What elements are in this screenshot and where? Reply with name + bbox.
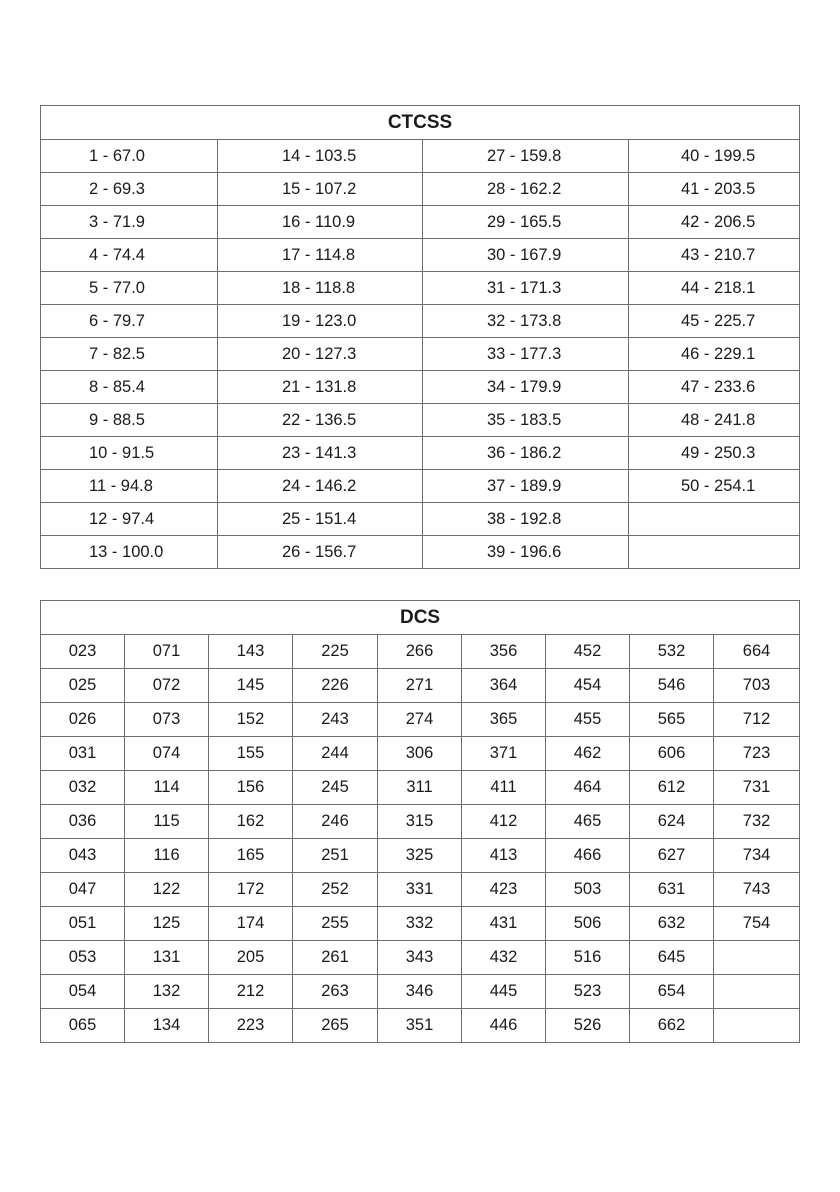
ctcss-tone-cell xyxy=(629,536,800,569)
dcs-code-cell: 423 xyxy=(462,873,546,907)
ctcss-tone-cell: 21 - 131.8 xyxy=(218,371,423,404)
dcs-code-cell: 032 xyxy=(41,771,125,805)
ctcss-tone-cell: 38 - 192.8 xyxy=(423,503,629,536)
ctcss-row xyxy=(41,140,800,173)
dcs-code-cell: 152 xyxy=(209,703,293,737)
dcs-code-cell: 464 xyxy=(546,771,630,805)
dcs-code-cell: 252 xyxy=(293,873,378,907)
dcs-code-cell: 265 xyxy=(293,1009,378,1043)
dcs-code-cell: 732 xyxy=(714,805,800,839)
dcs-code-cell xyxy=(714,941,800,975)
ctcss-tone-cell: 36 - 186.2 xyxy=(423,437,629,470)
dcs-code-cell: 251 xyxy=(293,839,378,873)
dcs-code-cell: 165 xyxy=(209,839,293,873)
ctcss-tone-cell: 5 - 77.0 xyxy=(41,272,218,305)
ctcss-tone-cell: 48 - 241.8 xyxy=(629,404,800,437)
dcs-code-cell: 174 xyxy=(209,907,293,941)
ctcss-tone-cell: 24 - 146.2 xyxy=(218,470,423,503)
dcs-code-cell: 523 xyxy=(546,975,630,1009)
ctcss-row xyxy=(41,206,800,239)
dcs-code-cell: 054 xyxy=(41,975,125,1009)
dcs-code-cell: 172 xyxy=(209,873,293,907)
dcs-code-cell: 411 xyxy=(462,771,546,805)
ctcss-tone-cell: 25 - 151.4 xyxy=(218,503,423,536)
dcs-code-cell: 131 xyxy=(125,941,209,975)
dcs-code-cell: 413 xyxy=(462,839,546,873)
ctcss-tone-cell: 26 - 156.7 xyxy=(218,536,423,569)
dcs-code-cell: 031 xyxy=(41,737,125,771)
dcs-code-cell: 125 xyxy=(125,907,209,941)
ctcss-tone-cell: 29 - 165.5 xyxy=(423,206,629,239)
dcs-code-cell: 051 xyxy=(41,907,125,941)
ctcss-tone-cell: 33 - 177.3 xyxy=(423,338,629,371)
dcs-code-cell: 065 xyxy=(41,1009,125,1043)
dcs-row xyxy=(41,635,800,669)
dcs-body xyxy=(41,635,800,1043)
dcs-code-cell: 244 xyxy=(293,737,378,771)
ctcss-tone-cell: 14 - 103.5 xyxy=(218,140,423,173)
dcs-code-cell: 026 xyxy=(41,703,125,737)
dcs-code-cell: 255 xyxy=(293,907,378,941)
dcs-code-cell: 023 xyxy=(41,635,125,669)
ctcss-header-row xyxy=(41,106,800,140)
ctcss-tone-cell: 17 - 114.8 xyxy=(218,239,423,272)
ctcss-tone-cell: 40 - 199.5 xyxy=(629,140,800,173)
dcs-code-cell: 462 xyxy=(546,737,630,771)
ctcss-tone-cell: 43 - 210.7 xyxy=(629,239,800,272)
dcs-code-cell: 365 xyxy=(462,703,546,737)
dcs-code-cell: 445 xyxy=(462,975,546,1009)
ctcss-tone-cell: 4 - 74.4 xyxy=(41,239,218,272)
dcs-code-cell: 155 xyxy=(209,737,293,771)
dcs-code-cell: 226 xyxy=(293,669,378,703)
dcs-code-cell: 162 xyxy=(209,805,293,839)
dcs-code-cell: 723 xyxy=(714,737,800,771)
dcs-row xyxy=(41,1009,800,1043)
ctcss-tone-cell: 34 - 179.9 xyxy=(423,371,629,404)
dcs-code-cell: 143 xyxy=(209,635,293,669)
dcs-code-cell: 452 xyxy=(546,635,630,669)
ctcss-row xyxy=(41,470,800,503)
dcs-code-cell: 351 xyxy=(378,1009,462,1043)
ctcss-title: CTCSS xyxy=(41,106,800,140)
dcs-table xyxy=(40,600,800,1043)
ctcss-tone-cell: 37 - 189.9 xyxy=(423,470,629,503)
dcs-code-cell: 114 xyxy=(125,771,209,805)
dcs-row xyxy=(41,941,800,975)
dcs-code-cell: 662 xyxy=(630,1009,714,1043)
dcs-code-cell: 205 xyxy=(209,941,293,975)
ctcss-tone-cell xyxy=(629,503,800,536)
ctcss-table xyxy=(40,105,800,569)
dcs-code-cell: 632 xyxy=(630,907,714,941)
ctcss-row xyxy=(41,305,800,338)
dcs-code-cell: 356 xyxy=(462,635,546,669)
ctcss-tone-cell: 46 - 229.1 xyxy=(629,338,800,371)
dcs-code-cell: 145 xyxy=(209,669,293,703)
dcs-code-cell: 072 xyxy=(125,669,209,703)
dcs-row xyxy=(41,669,800,703)
dcs-code-cell: 627 xyxy=(630,839,714,873)
ctcss-tone-cell: 31 - 171.3 xyxy=(423,272,629,305)
dcs-code-cell: 645 xyxy=(630,941,714,975)
dcs-code-cell: 412 xyxy=(462,805,546,839)
ctcss-tone-cell: 15 - 107.2 xyxy=(218,173,423,206)
dcs-code-cell: 455 xyxy=(546,703,630,737)
dcs-code-cell: 225 xyxy=(293,635,378,669)
ctcss-tone-cell: 27 - 159.8 xyxy=(423,140,629,173)
ctcss-tone-cell: 23 - 141.3 xyxy=(218,437,423,470)
ctcss-tone-cell: 8 - 85.4 xyxy=(41,371,218,404)
dcs-code-cell: 466 xyxy=(546,839,630,873)
dcs-row xyxy=(41,805,800,839)
ctcss-tone-cell: 13 - 100.0 xyxy=(41,536,218,569)
ctcss-row xyxy=(41,536,800,569)
dcs-row xyxy=(41,703,800,737)
dcs-code-cell: 565 xyxy=(630,703,714,737)
ctcss-row xyxy=(41,371,800,404)
ctcss-body xyxy=(41,140,800,569)
ctcss-tone-cell: 10 - 91.5 xyxy=(41,437,218,470)
dcs-code-cell: 315 xyxy=(378,805,462,839)
ctcss-row xyxy=(41,173,800,206)
ctcss-tone-cell: 50 - 254.1 xyxy=(629,470,800,503)
dcs-code-cell: 331 xyxy=(378,873,462,907)
ctcss-tone-cell: 42 - 206.5 xyxy=(629,206,800,239)
ctcss-tone-cell: 41 - 203.5 xyxy=(629,173,800,206)
ctcss-tone-cell: 32 - 173.8 xyxy=(423,305,629,338)
ctcss-tone-cell: 3 - 71.9 xyxy=(41,206,218,239)
dcs-code-cell: 212 xyxy=(209,975,293,1009)
ctcss-tone-cell: 6 - 79.7 xyxy=(41,305,218,338)
dcs-code-cell: 047 xyxy=(41,873,125,907)
dcs-code-cell: 261 xyxy=(293,941,378,975)
dcs-code-cell: 332 xyxy=(378,907,462,941)
dcs-code-cell: 343 xyxy=(378,941,462,975)
dcs-code-cell: 654 xyxy=(630,975,714,1009)
dcs-code-cell: 624 xyxy=(630,805,714,839)
dcs-row xyxy=(41,975,800,1009)
dcs-code-cell: 371 xyxy=(462,737,546,771)
dcs-code-cell: 446 xyxy=(462,1009,546,1043)
dcs-code-cell: 465 xyxy=(546,805,630,839)
dcs-code-cell: 664 xyxy=(714,635,800,669)
dcs-code-cell: 036 xyxy=(41,805,125,839)
dcs-code-cell: 263 xyxy=(293,975,378,1009)
dcs-code-cell: 223 xyxy=(209,1009,293,1043)
ctcss-tone-cell: 16 - 110.9 xyxy=(218,206,423,239)
dcs-code-cell: 606 xyxy=(630,737,714,771)
dcs-code-cell: 116 xyxy=(125,839,209,873)
ctcss-tone-cell: 20 - 127.3 xyxy=(218,338,423,371)
dcs-code-cell: 053 xyxy=(41,941,125,975)
ctcss-row xyxy=(41,503,800,536)
dcs-code-cell: 156 xyxy=(209,771,293,805)
dcs-code-cell: 071 xyxy=(125,635,209,669)
dcs-code-cell: 346 xyxy=(378,975,462,1009)
ctcss-row xyxy=(41,404,800,437)
ctcss-tone-cell: 7 - 82.5 xyxy=(41,338,218,371)
ctcss-tone-cell: 19 - 123.0 xyxy=(218,305,423,338)
dcs-code-cell xyxy=(714,975,800,1009)
ctcss-tone-cell: 30 - 167.9 xyxy=(423,239,629,272)
dcs-code-cell: 532 xyxy=(630,635,714,669)
dcs-code-cell: 546 xyxy=(630,669,714,703)
ctcss-tone-cell: 9 - 88.5 xyxy=(41,404,218,437)
dcs-code-cell: 246 xyxy=(293,805,378,839)
dcs-code-cell: 025 xyxy=(41,669,125,703)
dcs-code-cell: 526 xyxy=(546,1009,630,1043)
dcs-code-cell: 731 xyxy=(714,771,800,805)
ctcss-tone-cell: 47 - 233.6 xyxy=(629,371,800,404)
ctcss-row xyxy=(41,272,800,305)
dcs-code-cell: 454 xyxy=(546,669,630,703)
ctcss-tone-cell: 1 - 67.0 xyxy=(41,140,218,173)
dcs-code-cell: 743 xyxy=(714,873,800,907)
dcs-code-cell: 325 xyxy=(378,839,462,873)
dcs-code-cell: 073 xyxy=(125,703,209,737)
dcs-code-cell: 115 xyxy=(125,805,209,839)
ctcss-tone-cell: 35 - 183.5 xyxy=(423,404,629,437)
ctcss-tone-cell: 49 - 250.3 xyxy=(629,437,800,470)
dcs-code-cell: 271 xyxy=(378,669,462,703)
dcs-code-cell: 122 xyxy=(125,873,209,907)
dcs-code-cell: 703 xyxy=(714,669,800,703)
dcs-code-cell: 503 xyxy=(546,873,630,907)
ctcss-tone-cell: 18 - 118.8 xyxy=(218,272,423,305)
dcs-row xyxy=(41,907,800,941)
dcs-code-cell: 754 xyxy=(714,907,800,941)
dcs-code-cell: 506 xyxy=(546,907,630,941)
ctcss-row xyxy=(41,239,800,272)
dcs-row xyxy=(41,873,800,907)
dcs-code-cell: 132 xyxy=(125,975,209,1009)
dcs-code-cell: 134 xyxy=(125,1009,209,1043)
dcs-code-cell: 516 xyxy=(546,941,630,975)
dcs-code-cell: 243 xyxy=(293,703,378,737)
dcs-code-cell: 245 xyxy=(293,771,378,805)
dcs-code-cell: 734 xyxy=(714,839,800,873)
dcs-code-cell: 043 xyxy=(41,839,125,873)
ctcss-tone-cell: 22 - 136.5 xyxy=(218,404,423,437)
ctcss-row xyxy=(41,437,800,470)
dcs-code-cell: 712 xyxy=(714,703,800,737)
ctcss-tone-cell: 39 - 196.6 xyxy=(423,536,629,569)
dcs-code-cell: 311 xyxy=(378,771,462,805)
dcs-code-cell: 612 xyxy=(630,771,714,805)
ctcss-row xyxy=(41,338,800,371)
dcs-code-cell: 431 xyxy=(462,907,546,941)
dcs-row xyxy=(41,839,800,873)
dcs-row xyxy=(41,771,800,805)
dcs-header-row xyxy=(41,601,800,635)
dcs-code-cell: 631 xyxy=(630,873,714,907)
ctcss-tone-cell: 12 - 97.4 xyxy=(41,503,218,536)
ctcss-tone-cell: 45 - 225.7 xyxy=(629,305,800,338)
dcs-row xyxy=(41,737,800,771)
dcs-code-cell: 364 xyxy=(462,669,546,703)
ctcss-tone-cell: 28 - 162.2 xyxy=(423,173,629,206)
ctcss-tone-cell: 2 - 69.3 xyxy=(41,173,218,206)
dcs-code-cell: 274 xyxy=(378,703,462,737)
dcs-code-cell: 074 xyxy=(125,737,209,771)
dcs-code-cell xyxy=(714,1009,800,1043)
dcs-code-cell: 432 xyxy=(462,941,546,975)
dcs-title: DCS xyxy=(41,601,800,635)
ctcss-tone-cell: 44 - 218.1 xyxy=(629,272,800,305)
dcs-code-cell: 306 xyxy=(378,737,462,771)
dcs-code-cell: 266 xyxy=(378,635,462,669)
ctcss-tone-cell: 11 - 94.8 xyxy=(41,470,218,503)
